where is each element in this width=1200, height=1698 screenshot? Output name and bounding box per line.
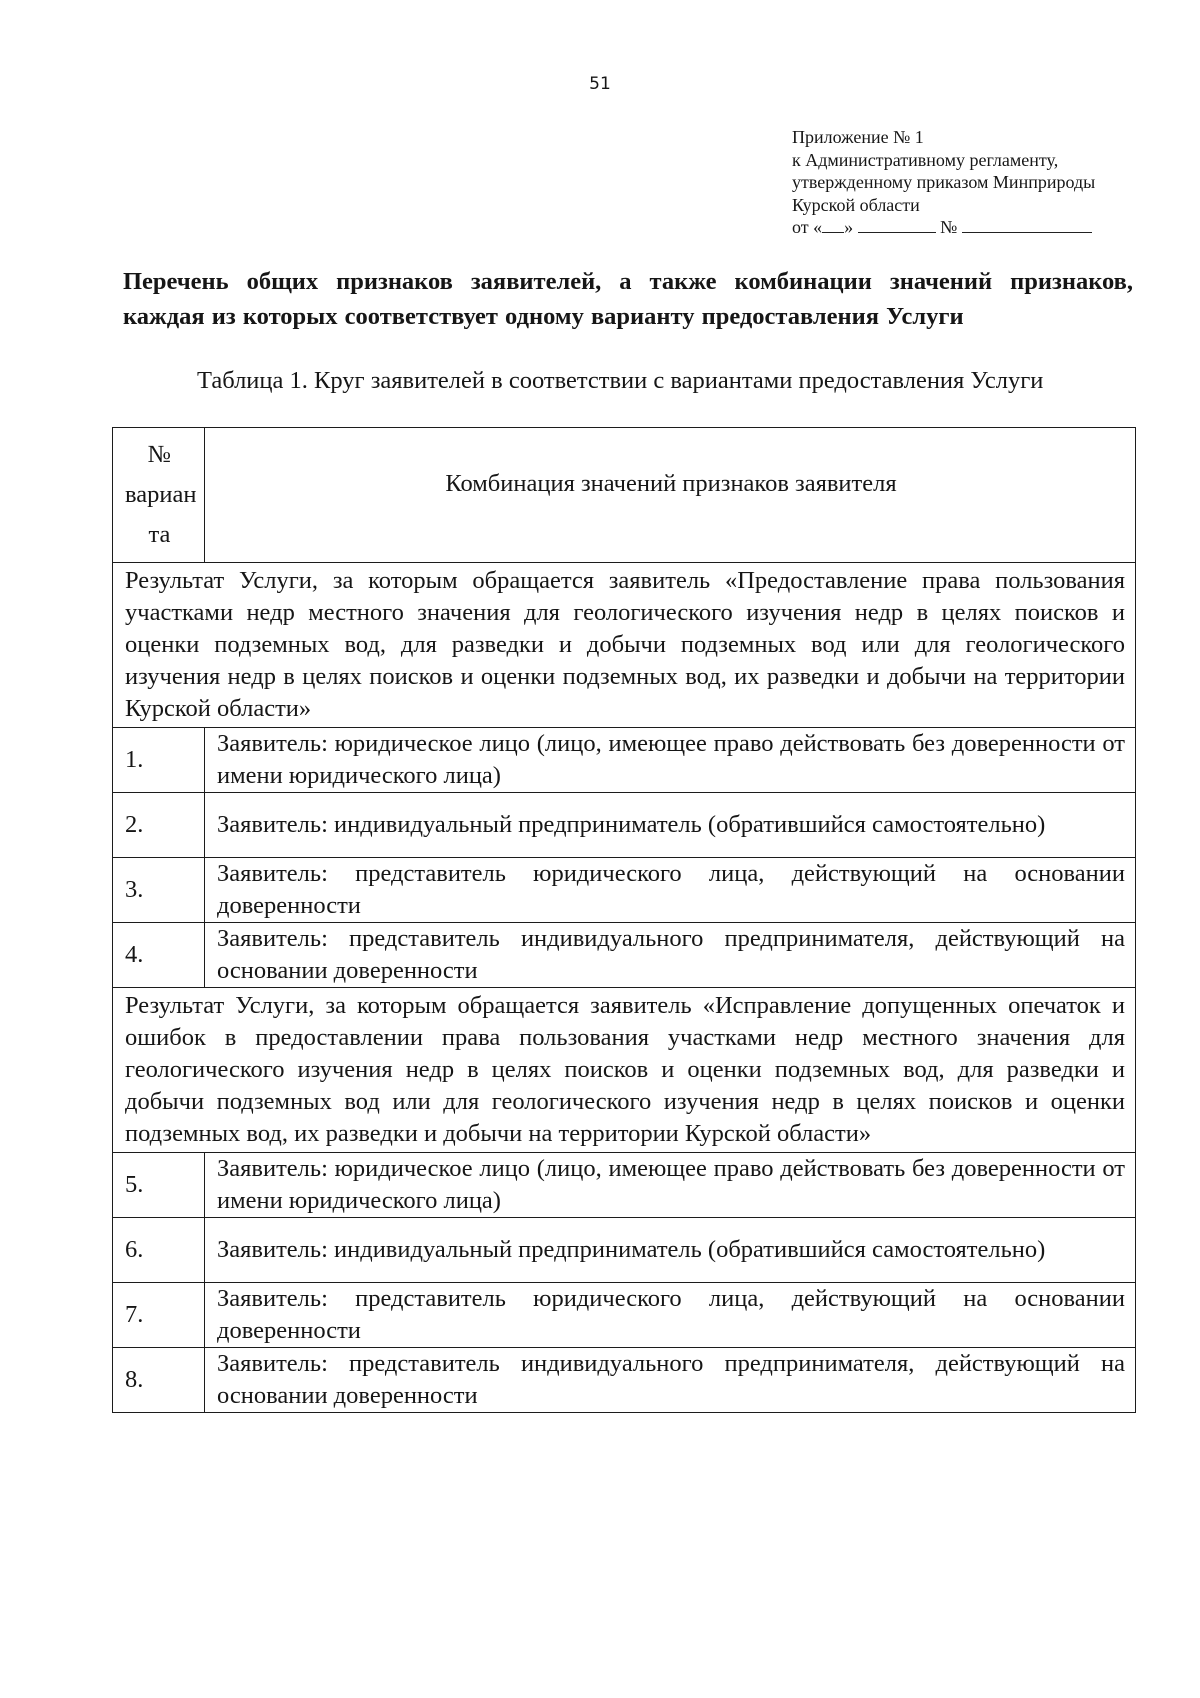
applicant-combination: Заявитель: представитель индивидуального предпринимателя, действующий на основании доверенности xyxy=(205,923,1136,988)
appendix-line-4: Курской области xyxy=(792,194,920,215)
table-row xyxy=(113,1283,1136,1348)
day-blank xyxy=(822,216,844,233)
appendix-header xyxy=(792,126,1152,239)
applicant-combination: Заявитель: индивидуальный предприниматель (обратившийся самостоятельно) xyxy=(205,793,1136,858)
date-mid: » xyxy=(844,217,854,237)
variant-number: 8. xyxy=(113,1348,205,1413)
section-row xyxy=(113,563,1136,728)
number-blank xyxy=(962,216,1092,233)
variant-number: 1. xyxy=(113,728,205,793)
table-row xyxy=(113,728,1136,793)
header-num-line: вариан xyxy=(125,481,197,508)
table-row xyxy=(113,923,1136,988)
table-body xyxy=(113,428,1136,1413)
header-variant-number xyxy=(113,428,205,563)
header-num-line: № xyxy=(147,441,172,468)
table-row xyxy=(113,1153,1136,1218)
header-num-line: та xyxy=(148,521,171,548)
table-row xyxy=(113,858,1136,923)
variant-number: 6. xyxy=(113,1218,205,1283)
appendix-date-line xyxy=(792,216,1152,239)
header-combination: Комбинация значений признаков заявителя xyxy=(205,428,1136,563)
date-prefix: от « xyxy=(792,217,823,237)
document-title: Перечень общих признаков заявителей, а также комбинации значений признаков, каждая из которых соответствует одному варианту предоставления Услуги xyxy=(123,268,1133,330)
section-row xyxy=(113,988,1136,1153)
applicant-combination: Заявитель: юридическое лицо (лицо, имеющее право действовать без доверенности от имени юридического лица) xyxy=(205,728,1136,793)
applicant-combination: Заявитель: представитель юридического лица, действующий на основании доверенности xyxy=(205,1283,1136,1348)
page-number: 51 xyxy=(589,74,611,94)
month-blank xyxy=(858,216,936,233)
variant-number: 7. xyxy=(113,1283,205,1348)
table-caption: Таблица 1. Круг заявителей в соответствии с вариантами предоставления Услуги xyxy=(197,367,1044,394)
variant-number: 2. xyxy=(113,793,205,858)
table-row xyxy=(113,793,1136,858)
variant-number: 5. xyxy=(113,1153,205,1218)
number-label: № xyxy=(940,217,958,237)
applicant-combination: Заявитель: представитель индивидуального предпринимателя, действующий на основании доверенности xyxy=(205,1348,1136,1413)
appendix-line-1: Приложение № 1 xyxy=(792,127,924,147)
appendix-line-3: утвержденному приказом Минприроды xyxy=(792,172,1096,192)
table-row xyxy=(113,1218,1136,1283)
applicant-combination: Заявитель: представитель юридического лица, действующий на основании доверенности xyxy=(205,858,1136,923)
applicant-combination: Заявитель: индивидуальный предприниматель (обратившийся самостоятельно) xyxy=(205,1218,1136,1283)
variant-number: 3. xyxy=(113,858,205,923)
section-result-text: Результат Услуги, за которым обращается заявитель «Предоставление права пользования участками недр местного значения для геологического изучения недр в целях поисков и оценки подземных вод, для разведки и добычи подземных вод или для геологического изучения недр в целях поисков и оценки подземных вод, их разведки и добычи на территории Курской области» xyxy=(113,563,1136,728)
variant-number: 4. xyxy=(113,923,205,988)
section-result-text: Результат Услуги, за которым обращается заявитель «Исправление допущенных опечаток и ошибок в предоставлении права пользования участками недр местного значения для геологического изучения недр в целях поисков и оценки подземных вод, для разведки и добычи подземных вод или для геологического изучения недр в целях поисков и оценки подземных вод, их разведки и добычи на территории Курской области» xyxy=(113,988,1136,1153)
appendix-line-2: к Административному регламенту, xyxy=(792,149,1059,170)
applicant-combination: Заявитель: юридическое лицо (лицо, имеющее право действовать без доверенности от имени юридического лица) xyxy=(205,1153,1136,1218)
applicants-table xyxy=(112,427,1136,1413)
table-header-row xyxy=(113,428,1136,563)
table-row xyxy=(113,1348,1136,1413)
